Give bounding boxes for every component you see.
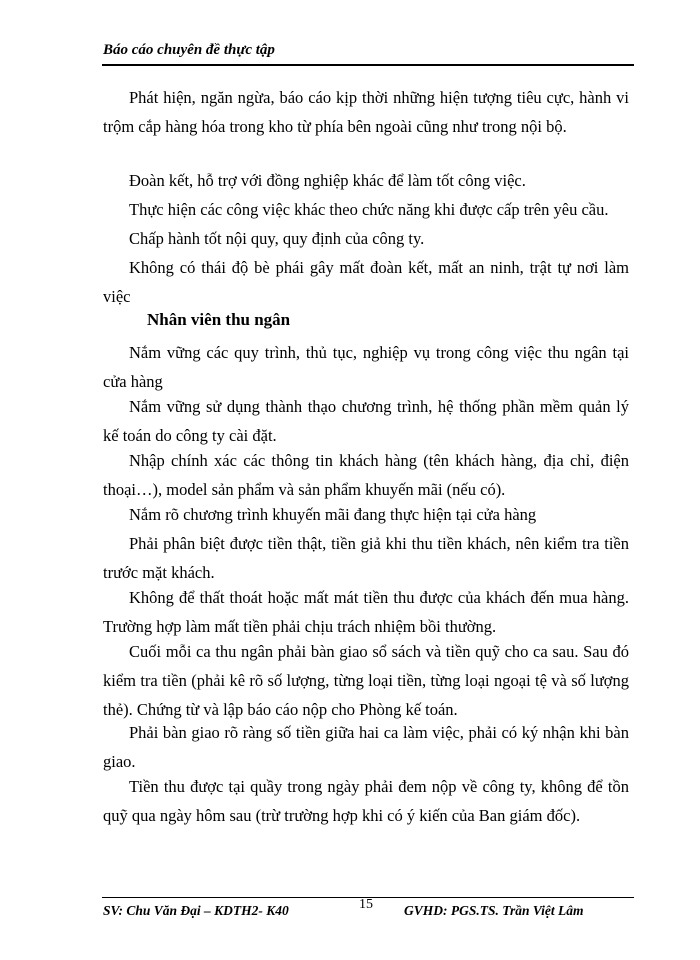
header-rule xyxy=(102,64,634,66)
paragraph-regulations: Chấp hành tốt nội quy, quy định của công ty. xyxy=(129,229,425,248)
paragraph-other-tasks: Thực hiện các công việc khác theo chức năng khi được cấp trên yêu cầu. xyxy=(129,200,609,219)
header-title: Báo cáo chuyên đề thực tập xyxy=(103,42,275,58)
footer-advisor: GVHD: PGS.TS. Trần Việt Lâm xyxy=(404,903,584,918)
paragraph-theft-prevention: Phát hiện, ngăn ngừa, báo cáo kịp thời những hiện tượng tiêu cực, hành vi trộm cắp hàng hóa trong kho từ phía bên ngoài cũng như trong nội bộ. xyxy=(103,88,629,136)
paragraph-customer-info: Nhập chính xác các thông tin khách hàng (tên khách hàng, địa chỉ, điện thoại…), model sản phẩm và sản phẩm khuyến mãi (nếu có). xyxy=(103,451,629,499)
footer-student: SV: Chu Văn Đại – KDTH2- K40 xyxy=(103,903,289,918)
paragraph-teamwork: Đoàn kết, hỗ trợ với đồng nghiệp khác để làm tốt công việc. xyxy=(129,171,526,190)
paragraph-no-factions: Không có thái độ bè phái gây mất đoàn kết, mất an ninh, trật tự nơi làm việc xyxy=(103,258,629,306)
paragraph-loss: Không để thất thoát hoặc mất mát tiền thu được của khách đến mua hàng. Trường hợp làm mất tiền phải chịu trách nhiệm bồi thường. xyxy=(103,588,629,636)
paragraph-handover-sign: Phải bàn giao rõ ràng số tiền giữa hai ca làm việc, phải có ký nhận khi bàn giao. xyxy=(103,723,629,771)
page-number: 15 xyxy=(359,897,373,912)
paragraph-deposit: Tiền thu được tại quầy trong ngày phải đem nộp về công ty, không để tồn quỹ qua ngày hôm sau (trừ trường hợp khi có ý kiến của Ban giám đốc). xyxy=(103,777,629,825)
section-heading: Nhân viên thu ngân xyxy=(147,310,291,329)
paragraph-software: Nắm vững sử dụng thành thạo chương trình, hệ thống phần mềm quản lý kế toán do công ty cài đặt. xyxy=(103,397,629,445)
paragraph-promotions: Nắm rõ chương trình khuyến mãi đang thực hiện tại cửa hàng xyxy=(129,505,537,524)
paragraph-shift-handover: Cuối mỗi ca thu ngân phải bàn giao sổ sách và tiền quỹ cho ca sau. Sau đó kiểm tra tiền (phải kê rõ số lượng, từng loại tiền, từng loại ngoại tệ và số lượng thẻ). Chứng từ và lập báo cáo nộp cho Phòng kế toán. xyxy=(103,642,629,719)
paragraph-counterfeit: Phải phân biệt được tiền thật, tiền giả khi thu tiền khách, nên kiểm tra tiền trước mặt khách. xyxy=(103,534,629,582)
paragraph-procedures: Nắm vững các quy trình, thủ tục, nghiệp vụ trong công việc thu ngân tại cửa hàng xyxy=(103,343,629,391)
